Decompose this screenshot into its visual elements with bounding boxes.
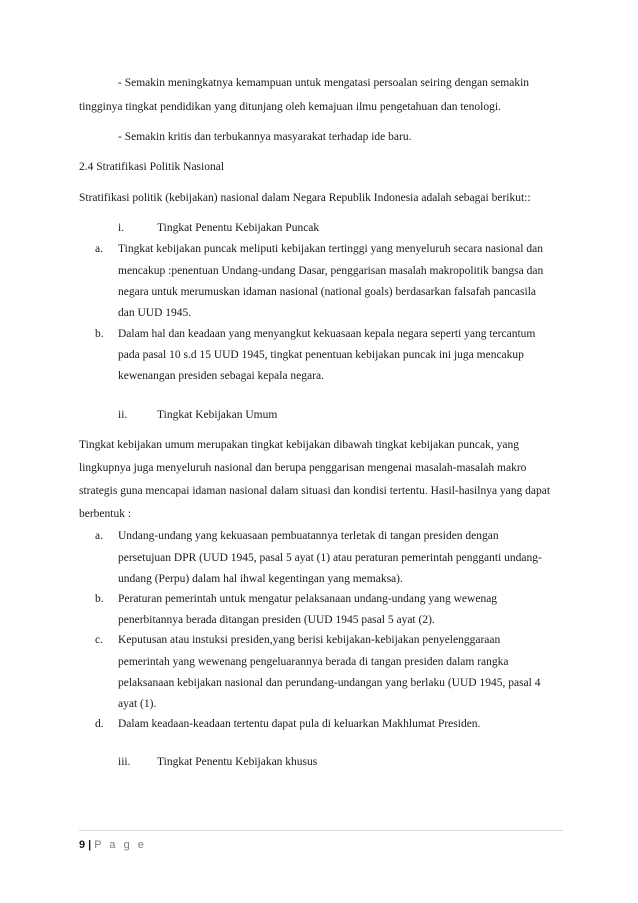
list-item-line: Undang-undang yang kekuasaan pembuatannya terletak di tangan presiden dengan	[118, 530, 499, 542]
roman-label: ii.	[118, 409, 128, 421]
list-label: d.	[95, 718, 104, 730]
section-heading: 2.4 Stratifikasi Politik Nasional	[79, 161, 225, 173]
list-item-line: penerbitannya berada ditangan presiden (UUD 1945 pasal 5 ayat (2).	[118, 614, 435, 626]
subsection-heading: Tingkat Kebijakan Umum	[157, 409, 278, 421]
roman-label: iii.	[118, 756, 131, 768]
subsection-heading: Tingkat Penentu Kebijakan khusus	[157, 756, 318, 768]
list-item-line: Keputusan atau instuksi presiden,yang berisi kebijakan-kebijakan penyelenggaraan	[118, 634, 501, 646]
page-footer	[79, 838, 146, 852]
list-label: b.	[95, 328, 104, 340]
footer-separator: |	[88, 839, 92, 851]
paragraph-line: tingginya tingkat pendidikan yang ditunjang oleh kemajuan ilmu pengetahuan dan tenologi.	[79, 101, 501, 113]
list-label: c.	[95, 634, 103, 646]
paragraph-line: Stratifikasi politik (kebijakan) nasional dalam Negara Republik Indonesia adalah sebagai berikut::	[79, 192, 531, 204]
paragraph-line: Tingkat kebijakan umum merupakan tingkat kebijakan dibawah tingkat kebijakan puncak, yang	[79, 439, 519, 451]
paragraph-line: strategis guna mencapai idaman nasional dalam situasi dan kondisi tertentu. Hasil-hasilnya yang dapat	[79, 485, 551, 497]
list-item-line: negara untuk merumuskan idaman nasional (national goals) berdasarkan falsafah pancasila	[118, 286, 536, 298]
footer-divider	[79, 830, 563, 831]
list-label: a.	[95, 243, 103, 255]
list-label: a.	[95, 530, 103, 542]
paragraph-line: berbentuk :	[79, 508, 132, 520]
list-item-line: kewenangan presiden sebagai kepala negara.	[118, 370, 324, 382]
list-item-line: pada pasal 10 s.d 15 UUD 1945, tingkat penentuan kebijakan puncak ini juga mencakup	[118, 349, 524, 361]
list-item-line: dan UUD 1945.	[118, 307, 192, 319]
paragraph-line: lingkupnya juga menyeluruh nasional dan berupa penggarisan mengenai masalah-masalah makro	[79, 462, 527, 474]
list-item-line: pemerintah yang wewenang pengeluarannya berada di tangan presiden dalam rangka	[118, 656, 509, 668]
bullet-line: - Semakin kritis dan terbukannya masyarakat terhadap ide baru.	[118, 131, 412, 143]
list-label: b.	[95, 593, 104, 605]
list-item-line: ayat (1).	[118, 698, 157, 710]
list-item-line: pelaksanaan kebijakan nasional dan perundang-undangan yang berlaku (UUD 1945, pasal 4	[118, 677, 541, 689]
list-item-line: Dalam keadaan-keadaan tertentu dapat pula di keluarkan Makhlumat Presiden.	[118, 718, 481, 730]
list-item-line: persetujuan DPR (UUD 1945, pasal 5 ayat (1) atau peraturan pemerintah pengganti undang-	[118, 552, 542, 564]
bullet-line: - Semakin meningkatnya kemampuan untuk mengatasi persoalan seiring dengan semakin	[118, 77, 530, 89]
roman-label: i.	[118, 222, 125, 234]
page-number: 9	[79, 839, 86, 851]
subsection-heading: Tingkat Penentu Kebijakan Puncak	[157, 222, 320, 234]
list-item-line: Dalam hal dan keadaan yang menyangkut kekuasaan kepala negara seperti yang tercantum	[118, 328, 536, 340]
list-item-line: undang (Perpu) dalam hal ihwal kegentingan yang memaksa).	[118, 573, 403, 585]
list-item-line: Tingkat kebijakan puncak meliputi kebijakan tertinggi yang menyeluruh secara nasional dan	[118, 243, 543, 255]
list-item-line: mencakup :penentuan Undang-undang Dasar, penggarisan masalah makropolitik bangsa dan	[118, 265, 544, 277]
list-item-line: Peraturan pemerintah untuk mengatur pelaksanaan undang-undang yang wewenag	[118, 593, 498, 605]
page-word: P a g e	[94, 839, 147, 851]
